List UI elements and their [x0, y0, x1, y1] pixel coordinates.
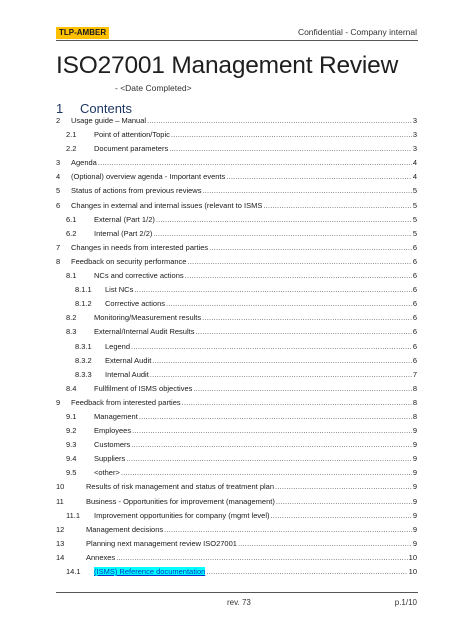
toc-entry-page: 9	[412, 440, 417, 450]
toc-leader-dots	[131, 440, 412, 449]
toc-entry[interactable]	[56, 116, 417, 130]
toc-entry[interactable]	[56, 497, 417, 511]
toc-leader-dots	[169, 144, 412, 153]
toc-entry-title[interactable]: Feedback from interested parties	[71, 397, 181, 407]
toc-entry-number: 9.1	[66, 411, 77, 421]
toc-entry-page: 3	[412, 130, 417, 140]
toc-entry-page: 6	[412, 285, 417, 295]
toc-entry[interactable]	[56, 130, 417, 144]
toc-entry-number: 5	[56, 186, 61, 196]
toc-entry-title[interactable]: (ISMS) Reference documentation	[94, 567, 206, 576]
toc-entry-title[interactable]: Usage guide – Manual	[71, 116, 147, 125]
toc-entry-number: 8.1	[66, 271, 77, 281]
toc-entry-title[interactable]: Changes in external and internal issues (relevant to ISMS	[71, 200, 263, 210]
toc-entry-page: 6	[412, 242, 417, 252]
toc-entry-title[interactable]: Suppliers	[94, 454, 126, 464]
toc-leader-dots	[182, 398, 412, 407]
toc-leader-dots	[147, 116, 412, 125]
toc-entry[interactable]	[56, 299, 417, 313]
toc-entry-title[interactable]: List NCs	[105, 285, 134, 295]
toc-entry-title[interactable]: (Optional) overview agenda - Important events	[71, 172, 226, 182]
toc-leader-dots	[195, 327, 411, 336]
toc-entry-number: 8.2	[66, 313, 77, 323]
toc-leader-dots	[263, 201, 411, 210]
toc-entry-title[interactable]: Feedback on security performance	[71, 256, 187, 266]
toc-entry-title[interactable]: Changes in needs from interested parties	[71, 242, 209, 252]
toc-entry-number: 2	[56, 116, 61, 125]
toc-entry-page: 4	[412, 172, 417, 182]
toc-entry-number: 8.3	[66, 327, 77, 337]
toc-entry-page: 6	[412, 355, 417, 365]
toc-leader-dots	[171, 130, 412, 139]
toc-entry-number: 14	[56, 552, 65, 562]
toc-entry[interactable]	[56, 243, 417, 257]
toc-entry-title[interactable]: Internal Audit	[105, 369, 149, 379]
toc-entry-title[interactable]: Legend	[105, 341, 131, 351]
toc-entry-title[interactable]: Status of actions from previous reviews	[71, 186, 202, 196]
toc-entry-title[interactable]: Management	[94, 411, 138, 421]
toc-entry-page: 9	[412, 510, 417, 520]
toc-entry-page: 5	[412, 200, 417, 210]
confidentiality-label: Confidential - Company internal	[297, 27, 417, 37]
toc-leader-dots	[121, 468, 412, 477]
toc-entry[interactable]	[56, 412, 417, 426]
toc-entry[interactable]	[56, 426, 417, 440]
toc-entry-title[interactable]: Management decisions	[86, 524, 164, 534]
toc-entry-number: 8.3.2	[75, 355, 92, 365]
toc-entry[interactable]	[56, 539, 417, 553]
tlp-badge: TLP-AMBER	[56, 27, 109, 39]
toc-entry[interactable]	[56, 440, 417, 454]
footer-divider	[56, 592, 418, 593]
toc-leader-dots	[206, 567, 407, 576]
toc-entry-title[interactable]: External (Part 1/2)	[94, 214, 155, 224]
toc-entry-number: 2.2	[66, 144, 77, 154]
toc-entry[interactable]	[56, 158, 417, 172]
toc-leader-dots	[226, 172, 412, 181]
toc-entry-number: 9	[56, 397, 61, 407]
toc-entry-page: 8	[412, 397, 417, 407]
toc-entry-number: 3	[56, 158, 61, 168]
toc-heading	[56, 101, 132, 116]
toc-entry-number: 11	[56, 496, 64, 506]
toc-entry[interactable]	[56, 271, 417, 285]
toc-entry-page: 8	[412, 411, 417, 421]
toc-entry-title[interactable]: Planning next management review ISO27001	[86, 538, 237, 548]
toc-leader-dots	[98, 158, 412, 167]
toc-entry-number: 8.3.3	[75, 369, 92, 379]
toc-entry-title[interactable]: Document parameters	[94, 144, 169, 154]
toc-entry-title[interactable]: External/Internal Audit Results	[94, 327, 195, 337]
toc-leader-dots	[156, 215, 412, 224]
toc-leader-dots	[150, 370, 412, 379]
toc-entry-title[interactable]: Corrective actions	[105, 299, 166, 309]
toc-leader-dots	[126, 454, 412, 463]
toc-entry[interactable]	[56, 567, 417, 581]
toc-entry-page: 6	[412, 256, 417, 266]
toc-entry[interactable]	[56, 370, 417, 384]
toc-leader-dots	[185, 271, 412, 280]
toc-entry-number: 8.1.1	[75, 285, 92, 295]
toc-entry-page: 7	[412, 369, 417, 379]
toc-entry[interactable]	[56, 313, 417, 327]
table-of-contents	[56, 116, 417, 581]
toc-leader-dots	[202, 186, 411, 195]
toc-entry-page: 9	[412, 454, 417, 464]
toc-leader-dots	[134, 285, 411, 294]
toc-leader-dots	[187, 257, 411, 266]
page-number: p.1/10	[394, 598, 417, 607]
toc-leader-dots	[152, 356, 412, 365]
toc-entry-title[interactable]: Point of attention/Topic	[94, 130, 170, 140]
toc-entry-title[interactable]: Fullfilment of ISMS objectives	[94, 383, 193, 393]
toc-entry-number: 14.1	[66, 567, 81, 576]
toc-leader-dots	[166, 299, 412, 308]
toc-entry-title[interactable]: Internal (Part 2/2)	[94, 228, 153, 238]
toc-entry-title[interactable]: Improvement opportunities for company (mgmt level)	[94, 510, 270, 520]
toc-leader-dots	[132, 426, 412, 435]
toc-entry-page: 3	[412, 116, 417, 125]
toc-entry-number: 8.3.1	[75, 341, 92, 351]
toc-entry-number: 8	[56, 256, 61, 266]
toc-entry-number: 13	[56, 538, 65, 548]
toc-leader-dots	[238, 539, 412, 548]
toc-entry[interactable]	[56, 201, 417, 215]
toc-leader-dots	[131, 342, 412, 351]
toc-entry-title[interactable]: NCs and corrective actions	[94, 271, 184, 281]
toc-entry[interactable]	[56, 553, 417, 567]
toc-entry[interactable]	[56, 398, 417, 412]
toc-entry-page: 9	[412, 468, 417, 478]
toc-entry-number: 8.4	[66, 383, 77, 393]
toc-entry-page: 9	[412, 496, 417, 506]
toc-entry-page: 3	[412, 144, 417, 154]
toc-leader-dots	[116, 553, 407, 562]
toc-entry-page: 9	[412, 538, 417, 548]
toc-entry-number: 7	[56, 242, 61, 252]
toc-leader-dots	[202, 313, 412, 322]
toc-entry[interactable]	[56, 482, 417, 496]
toc-entry-title[interactable]: Monitoring/Measurement results	[94, 313, 202, 323]
toc-leader-dots	[153, 229, 411, 238]
toc-entry-number: 9.2	[66, 426, 77, 436]
toc-entry[interactable]	[56, 384, 417, 398]
toc-entry-number: 6.2	[66, 228, 77, 238]
toc-leader-dots	[193, 384, 411, 393]
toc-entry-title[interactable]: Results of risk management and status of treatment plan	[86, 482, 275, 492]
toc-entry[interactable]	[56, 454, 417, 468]
toc-entry-number: 9.4	[66, 454, 77, 464]
toc-entry-title[interactable]: Annexes	[86, 552, 116, 562]
toc-entry[interactable]	[56, 468, 417, 482]
toc-heading-number: 1	[56, 101, 64, 116]
toc-entry-number: 8.1.2	[75, 299, 92, 309]
toc-entry-page: 6	[412, 341, 417, 351]
toc-entry[interactable]	[56, 144, 417, 158]
toc-leader-dots	[139, 412, 412, 421]
toc-leader-dots	[271, 511, 412, 520]
toc-heading-label: Contents	[80, 101, 133, 116]
header-divider	[56, 40, 418, 41]
toc-entry-page: 5	[412, 214, 417, 224]
toc-entry-number: 9.3	[66, 440, 77, 450]
toc-entry[interactable]	[56, 342, 417, 356]
toc-entry-number: 4	[56, 172, 61, 182]
toc-entry-page: 6	[412, 313, 417, 323]
toc-entry-number: 2.1	[66, 130, 77, 140]
toc-entry-title[interactable]: Customers	[94, 440, 131, 450]
revision-label: rev. 73	[227, 598, 251, 607]
toc-entry[interactable]	[56, 229, 417, 243]
toc-entry[interactable]	[56, 356, 417, 370]
document-subtitle: - <Date Completed>	[115, 83, 192, 93]
toc-entry-title[interactable]: Employees	[94, 426, 132, 436]
toc-entry-page: 4	[412, 158, 417, 168]
toc-entry[interactable]	[56, 186, 417, 200]
toc-entry-title[interactable]: External Audit	[105, 355, 152, 365]
toc-entry-page: 9	[412, 482, 417, 492]
toc-entry-number: 10	[56, 482, 65, 492]
toc-entry[interactable]	[56, 327, 417, 341]
toc-entry-page: 10	[408, 567, 417, 576]
toc-entry-title[interactable]: Agenda	[71, 158, 97, 168]
toc-entry-page: 5	[412, 228, 417, 238]
toc-entry-page: 6	[412, 327, 417, 337]
toc-entry-number: 11.1	[66, 510, 81, 520]
toc-entry[interactable]	[56, 215, 417, 229]
toc-leader-dots	[209, 243, 412, 252]
toc-leader-dots	[276, 497, 412, 506]
toc-entry-page: 9	[412, 426, 417, 436]
toc-entry-page: 6	[412, 271, 417, 281]
toc-entry[interactable]	[56, 525, 417, 539]
toc-entry-title[interactable]: <other>	[94, 468, 120, 478]
toc-entry-number: 6	[56, 200, 61, 210]
toc-entry-page: 8	[412, 383, 417, 393]
document-title: ISO27001 Management Review	[56, 52, 399, 79]
toc-entry-title[interactable]: Business - Opportunities for improvement (management)	[86, 496, 275, 506]
toc-entry-number: 9.5	[66, 468, 77, 478]
toc-entry-page: 10	[408, 552, 417, 562]
toc-entry-page: 6	[412, 299, 417, 309]
toc-entry-number: 12	[56, 524, 65, 534]
toc-entry[interactable]	[56, 257, 417, 271]
toc-entry[interactable]	[56, 172, 417, 186]
toc-leader-dots	[275, 482, 412, 491]
toc-entry-page: 9	[412, 524, 417, 534]
toc-entry-number: 6.1	[66, 214, 77, 224]
toc-leader-dots	[164, 525, 412, 534]
toc-entry[interactable]	[56, 285, 417, 299]
toc-entry[interactable]	[56, 511, 417, 525]
toc-entry-page: 5	[412, 186, 417, 196]
